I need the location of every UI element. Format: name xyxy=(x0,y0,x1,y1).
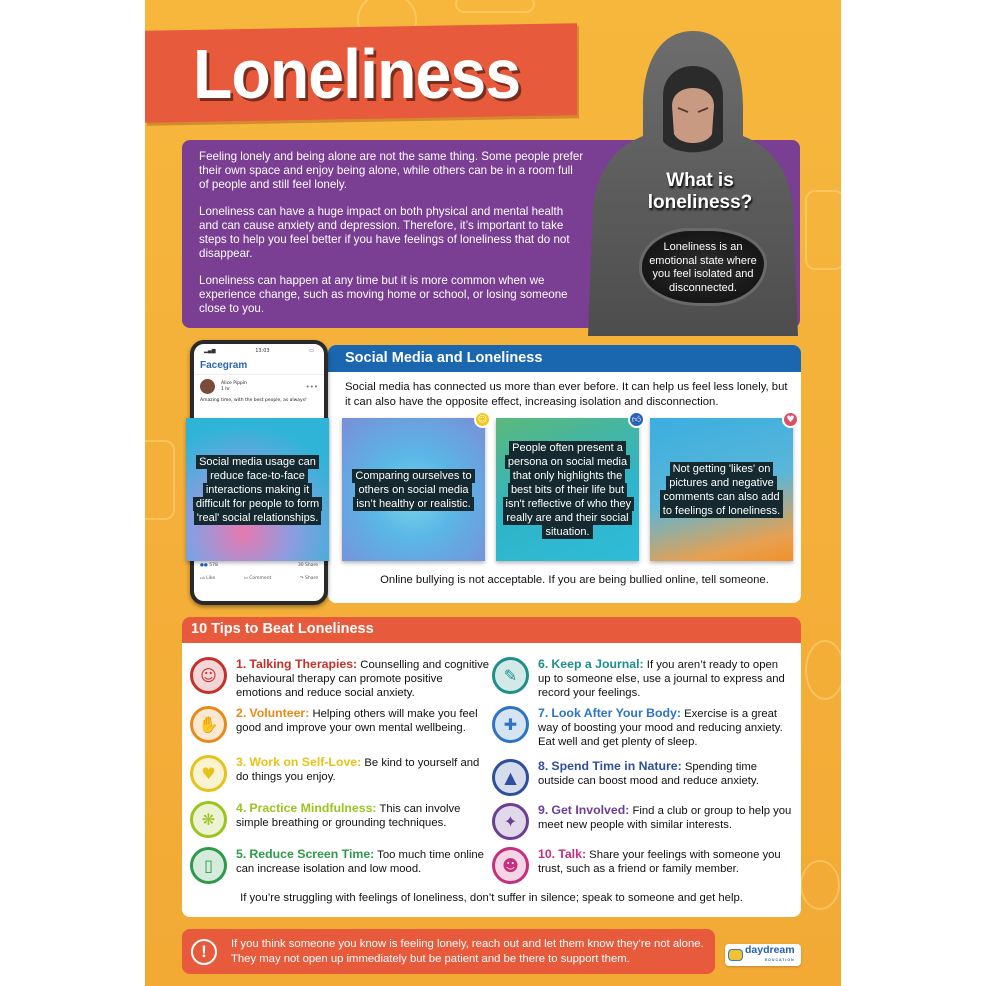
poster xyxy=(145,0,841,986)
doodle-circle-icon xyxy=(805,640,841,700)
brain-icon: ❋ xyxy=(190,801,227,838)
post-header xyxy=(194,375,324,398)
like-action: Like xyxy=(206,576,216,581)
tip-number: 8. xyxy=(538,759,549,773)
tip-item xyxy=(492,803,792,840)
tip-title: Get Involved: xyxy=(551,803,630,817)
tip-body: Too much time online can increase isolation and low mood. xyxy=(236,849,484,875)
share-action: Share xyxy=(304,576,318,581)
intro-text xyxy=(199,150,584,329)
social-media-intro: Social media has connected us more than ever before. It can help us feel less lonely, but it can also have the opposite effect, increasing isolation and disconnection. xyxy=(345,381,788,408)
tip-title: Spend Time in Nature: xyxy=(551,759,682,773)
talking-head-icon: ☻ xyxy=(492,847,529,884)
page-title: Loneliness xyxy=(193,35,521,113)
intro-paragraph: Feeling lonely and being alone are not the same thing. Some people prefer their own space and enjoy being alone, while others can be in a room full of people and still feel lonely. xyxy=(199,150,584,191)
logo-mark-icon xyxy=(728,949,743,961)
heart-icon: ♥ xyxy=(190,755,227,792)
phone-time: 13:03 xyxy=(255,348,270,354)
heart-icon: ♥ xyxy=(782,411,799,428)
tip-body: Be kind to yourself and do things you enjoy. xyxy=(236,757,480,783)
intro-paragraph: Loneliness can have a huge impact on both physical and mental health and can cause anxiety and depression. Therefore, it’s important to take steps to help you feel better if you have feelings of loneliness that do not disappear. xyxy=(199,205,570,260)
tip-body: Spending time outside can boost mood and reduce anxiety. xyxy=(538,761,759,787)
tip-title: Keep a Journal: xyxy=(551,657,644,671)
tips-heading: 10 Tips to Beat Loneliness xyxy=(182,617,801,643)
card-text: Social media usage can reduce face-to-face interactions making it difficult for people to form 'real' social relationships. xyxy=(193,455,322,525)
tip-item xyxy=(492,657,792,700)
tip-body: If you aren’t ready to open up to someone else, use a journal to express and record your feelings. xyxy=(538,659,785,699)
tip-number: 10. xyxy=(538,847,556,861)
post-time: 1 hr xyxy=(221,386,230,392)
get-help-note: If you’re struggling with feelings of loneliness, don’t suffer in silence; speak to someone and get help. xyxy=(240,892,743,904)
reaction-icon: ●● xyxy=(200,563,208,568)
laughing-emoji-icon: ☺ xyxy=(474,411,491,428)
doodle-plus-icon xyxy=(800,860,840,910)
logo-subtitle: EDUCATION xyxy=(765,958,795,962)
app-name: Facegram xyxy=(194,354,324,375)
tip-title: Reduce Screen Time: xyxy=(249,847,375,861)
reach-out-alert xyxy=(182,929,715,974)
post-caption: Amazing time, with the best people, as always! xyxy=(200,398,307,403)
tip-body: This can involve simple breathing or grounding techniques. xyxy=(236,803,461,829)
tip-number: 1. xyxy=(236,657,247,671)
battery-icon: ▭ xyxy=(309,348,314,354)
tip-number: 5. xyxy=(236,847,247,861)
tip-title: Talking Therapies: xyxy=(249,657,358,671)
therapy-icon: ☺ xyxy=(190,657,227,694)
activities-icon: ✦ xyxy=(492,803,529,840)
tip-item xyxy=(190,706,490,743)
tip-number: 6. xyxy=(538,657,549,671)
phone-status-bar xyxy=(194,344,324,354)
card-text: Not getting 'likes' on pictures and negative comments can also add to feelings of loneliness. xyxy=(660,462,783,518)
social-media-card xyxy=(342,414,488,561)
tip-item xyxy=(190,755,490,792)
doodle-scrabble-icon xyxy=(805,190,841,270)
doodle-scrabble-icon xyxy=(145,440,175,520)
phone-icon: ▯ xyxy=(190,847,227,884)
like-icon: 👍︎ xyxy=(200,576,205,581)
tip-number: 7. xyxy=(538,706,549,720)
tip-body: Find a club or group to help you meet new people with similar interests. xyxy=(538,805,792,831)
share-count: 30 Share xyxy=(297,563,318,568)
what-is-loneliness-heading: What is loneliness? xyxy=(647,170,753,213)
alert-text: If you think someone you know is feeling lonely, reach out and let them know they’re not alone. They may not open up immediately but be patient and be there to support them. xyxy=(231,937,704,965)
daydream-logo xyxy=(725,944,801,966)
card-text: People often present a persona on social media that only highlights the best bits of their life but isn't reflective of who they really are and their social situation. xyxy=(503,441,635,539)
hand-icon: ✋ xyxy=(190,706,227,743)
tip-item xyxy=(190,847,490,884)
exclamation-icon: ! xyxy=(191,939,217,965)
intro-paragraph: Loneliness can happen at any time but it is more common when we experience change, such as moving home or school, or losing someone close to you. xyxy=(199,274,568,315)
comment-icon: ▭ xyxy=(243,576,248,581)
tip-number: 4. xyxy=(236,801,247,815)
avatar xyxy=(200,379,215,394)
tip-item xyxy=(190,657,490,700)
signal-icon: ▂▄▆ xyxy=(204,348,216,354)
tip-number: 2. xyxy=(236,706,247,720)
social-media-heading: Social Media and Loneliness xyxy=(328,345,801,372)
tip-number: 9. xyxy=(538,803,549,817)
more-options-icon: ••• xyxy=(305,382,318,391)
post-footer xyxy=(194,557,324,601)
comment-action: Comment xyxy=(249,576,272,581)
nature-icon: ▲ xyxy=(492,759,529,796)
tip-title: Volunteer: xyxy=(249,706,310,720)
tip-item xyxy=(492,847,792,884)
card-text: Comparing ourselves to others on social media isn’t healthy or realistic. xyxy=(352,469,474,511)
online-bullying-note: Online bullying is not acceptable. If you are being bullied online, tell someone. xyxy=(380,574,769,586)
tip-title: Talk: xyxy=(558,847,587,861)
tip-title: Look After Your Body: xyxy=(551,706,681,720)
social-media-card xyxy=(186,418,329,561)
tip-item xyxy=(492,759,792,796)
social-media-card xyxy=(496,414,642,561)
tip-body: Exercise is a great way of boosting your mood and reducing anxiety. Eat well and get plenty of sleep. xyxy=(538,708,783,748)
social-media-card xyxy=(650,414,795,561)
tip-title: Practice Mindfulness: xyxy=(249,801,377,815)
tip-body: Helping others will make you feel good and improve your own mental wellbeing. xyxy=(236,708,478,734)
tip-number: 3. xyxy=(236,755,247,769)
definition-bubble: Loneliness is an emotional state where you feel isolated and disconnected. xyxy=(639,228,767,306)
post-user: Alice Pippin xyxy=(221,380,247,386)
fitness-icon: ✚ xyxy=(492,706,529,743)
tip-title: Work on Self-Love: xyxy=(249,755,362,769)
tip-body: Share your feelings with someone you trust, such as a friend or family member. xyxy=(538,849,781,875)
share-icon: ↷ xyxy=(299,576,304,581)
doodle-speech-icon xyxy=(455,0,535,13)
tip-item xyxy=(190,801,490,838)
logo-name: daydream xyxy=(745,944,795,956)
tip-item xyxy=(492,706,792,749)
reaction-count: 578 xyxy=(209,563,218,568)
journal-icon: ✎ xyxy=(492,657,529,694)
tip-body: Counselling and cognitive behavioural therapy can promote positive emotions and reduce social anxiety. xyxy=(236,659,490,699)
thumbs-up-icon: 👍︎ xyxy=(628,411,645,428)
